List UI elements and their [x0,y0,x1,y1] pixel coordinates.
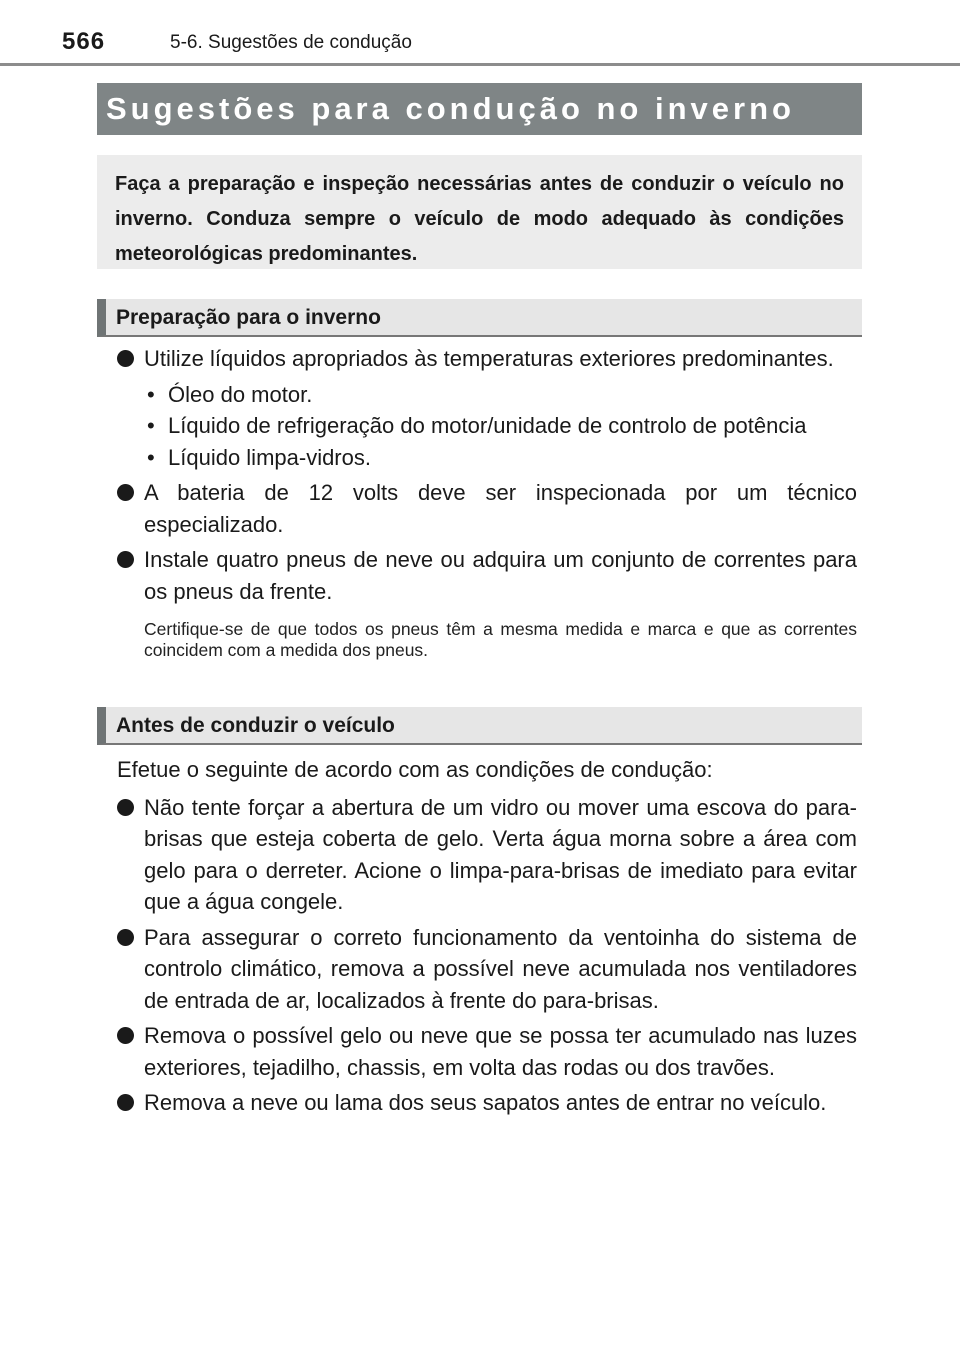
page-title: Sugestões para condução no inverno [97,83,862,135]
sublist-item [117,410,857,442]
winter-prep-content [117,343,857,661]
sublist-item-text: Líquido de refrigeração do motor/unidade de controlo de potência [168,413,807,438]
list-item [117,343,857,375]
lead-text: Efetue o seguinte de acordo com as condições de condução: [117,757,713,782]
section-breadcrumb: 5-6. Sugestões de condução [170,32,412,53]
list-item-text: Para assegurar o correto funcionamento da ventoinha do sistema de controlo climático, remova a possível neve acumulada nos ventiladores de entrada de ar, localizados à frente do para-brisas. [144,924,857,1013]
bullet-dot-icon [117,350,134,367]
bullet-dot-icon [117,551,134,568]
before-driving-content [117,754,857,1123]
list-item-text: Não tente forçar a abertura de um vidro ou mover uma escova do para-brisas que esteja coberta de gelo. Verta água morna sobre a área com gelo para o derreter. Acione o limpa-para-brisas de imediato para evitar que a água congele. [144,794,857,914]
list-item [117,1020,857,1083]
section-heading-winter-prep: Preparação para o inverno [97,299,862,337]
list-item [117,1087,857,1119]
page-header [0,0,960,70]
list-item-text: Remova o possível gelo ou neve que se possa ter acumulado nas luzes exteriores, tejadilho, chassis, em volta das rodas ou dos travões. [144,1023,857,1080]
sub-bullet: • [147,444,155,470]
sublist-item [117,379,857,411]
header-divider [0,63,960,66]
list-item [117,792,857,918]
list-item-text: Utilize líquidos apropriados às temperaturas exteriores predominantes. [144,346,834,371]
list-item [117,922,857,1017]
list-item-text: Instale quatro pneus de neve ou adquira um conjunto de correntes para os pneus da frente. [144,547,857,604]
tire-note: Certifique-se de que todos os pneus têm a mesma medida e marca e que as correntes coincidem com a medida dos pneus. [144,619,857,660]
sub-bullet: • [147,413,155,438]
section-heading-before-driving: Antes de conduzir o veículo [97,707,862,745]
sub-bullet: • [147,381,155,407]
list-item [117,477,857,540]
list-item [117,544,857,607]
bullet-dot-icon [117,484,134,501]
page-number: 566 [62,28,106,55]
bullet-dot-icon [117,1027,134,1044]
sublist-item-text: Óleo do motor. [168,381,313,407]
list-item-text: A bateria de 12 volts deve ser inspecionada por um técnico especializado. [144,480,857,537]
sublist-item-text: Líquido limpa-vidros. [168,444,371,470]
sublist-item [117,442,857,474]
intro-box: Faça a preparação e inspeção necessárias antes de conduzir o veículo no inverno. Conduza sempre o veículo de modo adequado às condições meteorológicas predominantes. [97,155,862,269]
bullet-dot-icon [117,929,134,946]
bullet-dot-icon [117,1094,134,1111]
fluids-sublist [117,379,857,474]
list-item-text: Remova a neve ou lama dos seus sapatos antes de entrar no veículo. [144,1090,827,1115]
bullet-dot-icon [117,799,134,816]
